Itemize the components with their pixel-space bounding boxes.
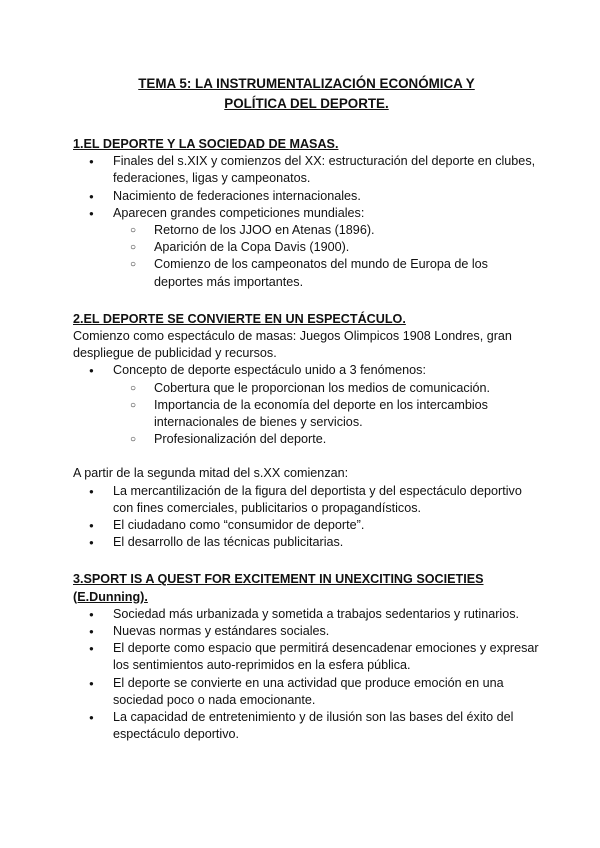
section-2 (73, 311, 540, 552)
list-item: ● Sociedad más urbanizada y sometida a trabajos sedentarios y rutinarios. (73, 606, 540, 623)
section-2-list (73, 362, 540, 448)
section-3-list (73, 606, 540, 744)
paragraph-gap (73, 448, 540, 465)
list-item: ● El desarrollo de las técnicas publicitarias. (73, 534, 540, 551)
title-line-1: TEMA 5: LA INSTRUMENTALIZACIÓN ECONÓMICA Y (138, 76, 475, 91)
list-item: ● Nuevas normas y estándares sociales. (73, 623, 540, 640)
section-2-list-2 (73, 483, 540, 552)
sublist-item: ○ Importancia de la economía del deporte en los intercambios internacionales de bienes y servicios. (113, 397, 540, 431)
list-item: ● El deporte se convierte en una actividad que produce emoción en una sociedad poco o nada emocionante. (73, 675, 540, 709)
section-1-sublist (113, 222, 540, 291)
section-3-heading: 3.SPORT IS A QUEST FOR EXCITEMENT IN UNEXCITING SOCIETIES (E.Dunning). (73, 572, 484, 604)
section-2-sublist (113, 380, 540, 449)
list-item: ● Nacimiento de federaciones internacionales. (73, 188, 540, 205)
list-item: ● La capacidad de entretenimiento y de ilusión son las bases del éxito del espectáculo deportivo. (73, 709, 540, 743)
section-1 (73, 136, 540, 291)
sublist-item: ○ Aparición de la Copa Davis (1900). (113, 239, 540, 256)
list-item: ● Finales del s.XIX y comienzos del XX: estructuración del deporte en clubes, federaciones, ligas y campeonatos. (73, 153, 540, 187)
list-item (73, 205, 540, 291)
list-item: ● El deporte como espacio que permitirá desencadenar emociones y expresar los sentimientos auto-reprimidos en la esfera pública. (73, 640, 540, 674)
sublist-item: ○ Profesionalización del deporte. (113, 431, 540, 448)
list-item: ● La mercantilización de la figura del deportista y del espectáculo deportivo con fines comerciales, publicitarios o propagandísticos. (73, 483, 540, 517)
list-item-text: Concepto de deporte espectáculo unido a 3 fenómenos: (113, 363, 426, 378)
sublist-item: ○ Comienzo de los campeonatos del mundo de Europa de los deportes más importantes. (113, 256, 540, 290)
section-1-heading: 1.EL DEPORTE Y LA SOCIEDAD DE MASAS. (73, 137, 339, 151)
section-2-intro: Comienzo como espectáculo de masas: Juegos Olimpicos 1908 Londres, gran despliegue de publicidad y recursos. (73, 329, 512, 361)
list-item (73, 362, 540, 448)
document-title (73, 74, 540, 114)
sublist-item: ○ Retorno de los JJOO en Atenas (1896). (113, 222, 540, 239)
section-2-heading: 2.EL DEPORTE SE CONVIERTE EN UN ESPECTÁCULO. (73, 311, 406, 326)
list-item: ● El ciudadano como “consumidor de deporte”. (73, 517, 540, 534)
section-1-list (73, 153, 540, 291)
section-3 (73, 571, 540, 743)
title-line-2: POLÍTICA DEL DEPORTE. (224, 96, 389, 111)
section-2-paragraph: A partir de la segunda mitad del s.XX comienzan: (73, 466, 349, 481)
sublist-item: ○ Cobertura que le proporcionan los medios de comunicación. (113, 380, 540, 397)
list-item-text: Aparecen grandes competiciones mundiales: (113, 205, 365, 220)
